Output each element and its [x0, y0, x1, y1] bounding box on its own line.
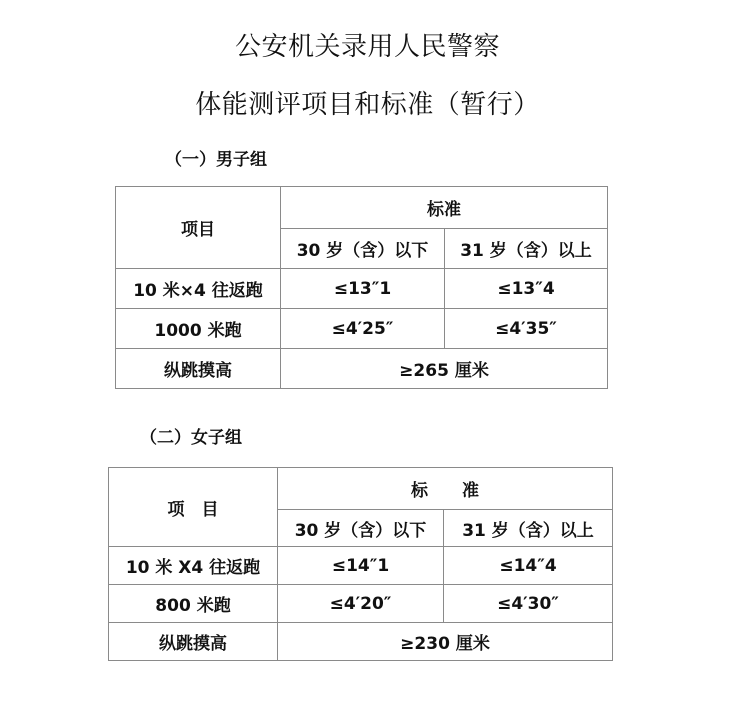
under-30-cell: ≤4′25″ [281, 309, 445, 349]
item-cell: 纵跳摸高 [116, 349, 281, 389]
age-over-31-header: 31 岁（含）以上 [444, 510, 613, 547]
over-31-cell: ≤13″4 [445, 269, 608, 309]
item-cell: 10 米×4 往返跑 [116, 269, 281, 309]
table-row [116, 269, 608, 309]
jump-standard-cell: ≥230 厘米 [278, 623, 613, 661]
under-30-cell: ≤4′20″ [278, 585, 444, 623]
item-cell: 800 米跑 [109, 585, 278, 623]
age-under-30-header: 30 岁（含）以下 [278, 510, 444, 547]
item-cell: 10 米 X4 往返跑 [109, 547, 278, 585]
over-31-cell: ≤4′35″ [445, 309, 608, 349]
item-header: 项目 [116, 187, 281, 269]
table-row [109, 547, 613, 585]
male-section-heading: （一）男子组 [165, 150, 267, 170]
table-row [109, 585, 613, 623]
over-31-cell: ≤4′30″ [444, 585, 613, 623]
standard-header: 标准 [281, 187, 608, 229]
document-subtitle: 体能测评项目和标准（暂行） [195, 90, 540, 120]
female-standards-table [108, 467, 613, 661]
age-under-30-header: 30 岁（含）以下 [281, 229, 445, 269]
standard-header: 标 准 [278, 468, 613, 510]
age-over-31-header: 31 岁（含）以上 [445, 229, 608, 269]
item-header: 项 目 [109, 468, 278, 547]
table-header-row [116, 187, 608, 229]
item-cell: 1000 米跑 [116, 309, 281, 349]
table-header-row [109, 468, 613, 510]
item-cell: 纵跳摸高 [109, 623, 278, 661]
table-row [116, 349, 608, 389]
table-row [116, 309, 608, 349]
female-section-heading: （二）女子组 [140, 428, 242, 448]
table-row [109, 623, 613, 661]
under-30-cell: ≤14″1 [278, 547, 444, 585]
document-title: 公安机关录用人民警察 [234, 32, 500, 62]
over-31-cell: ≤14″4 [444, 547, 613, 585]
jump-standard-cell: ≥265 厘米 [281, 349, 608, 389]
male-standards-table [115, 186, 608, 389]
under-30-cell: ≤13″1 [281, 269, 445, 309]
